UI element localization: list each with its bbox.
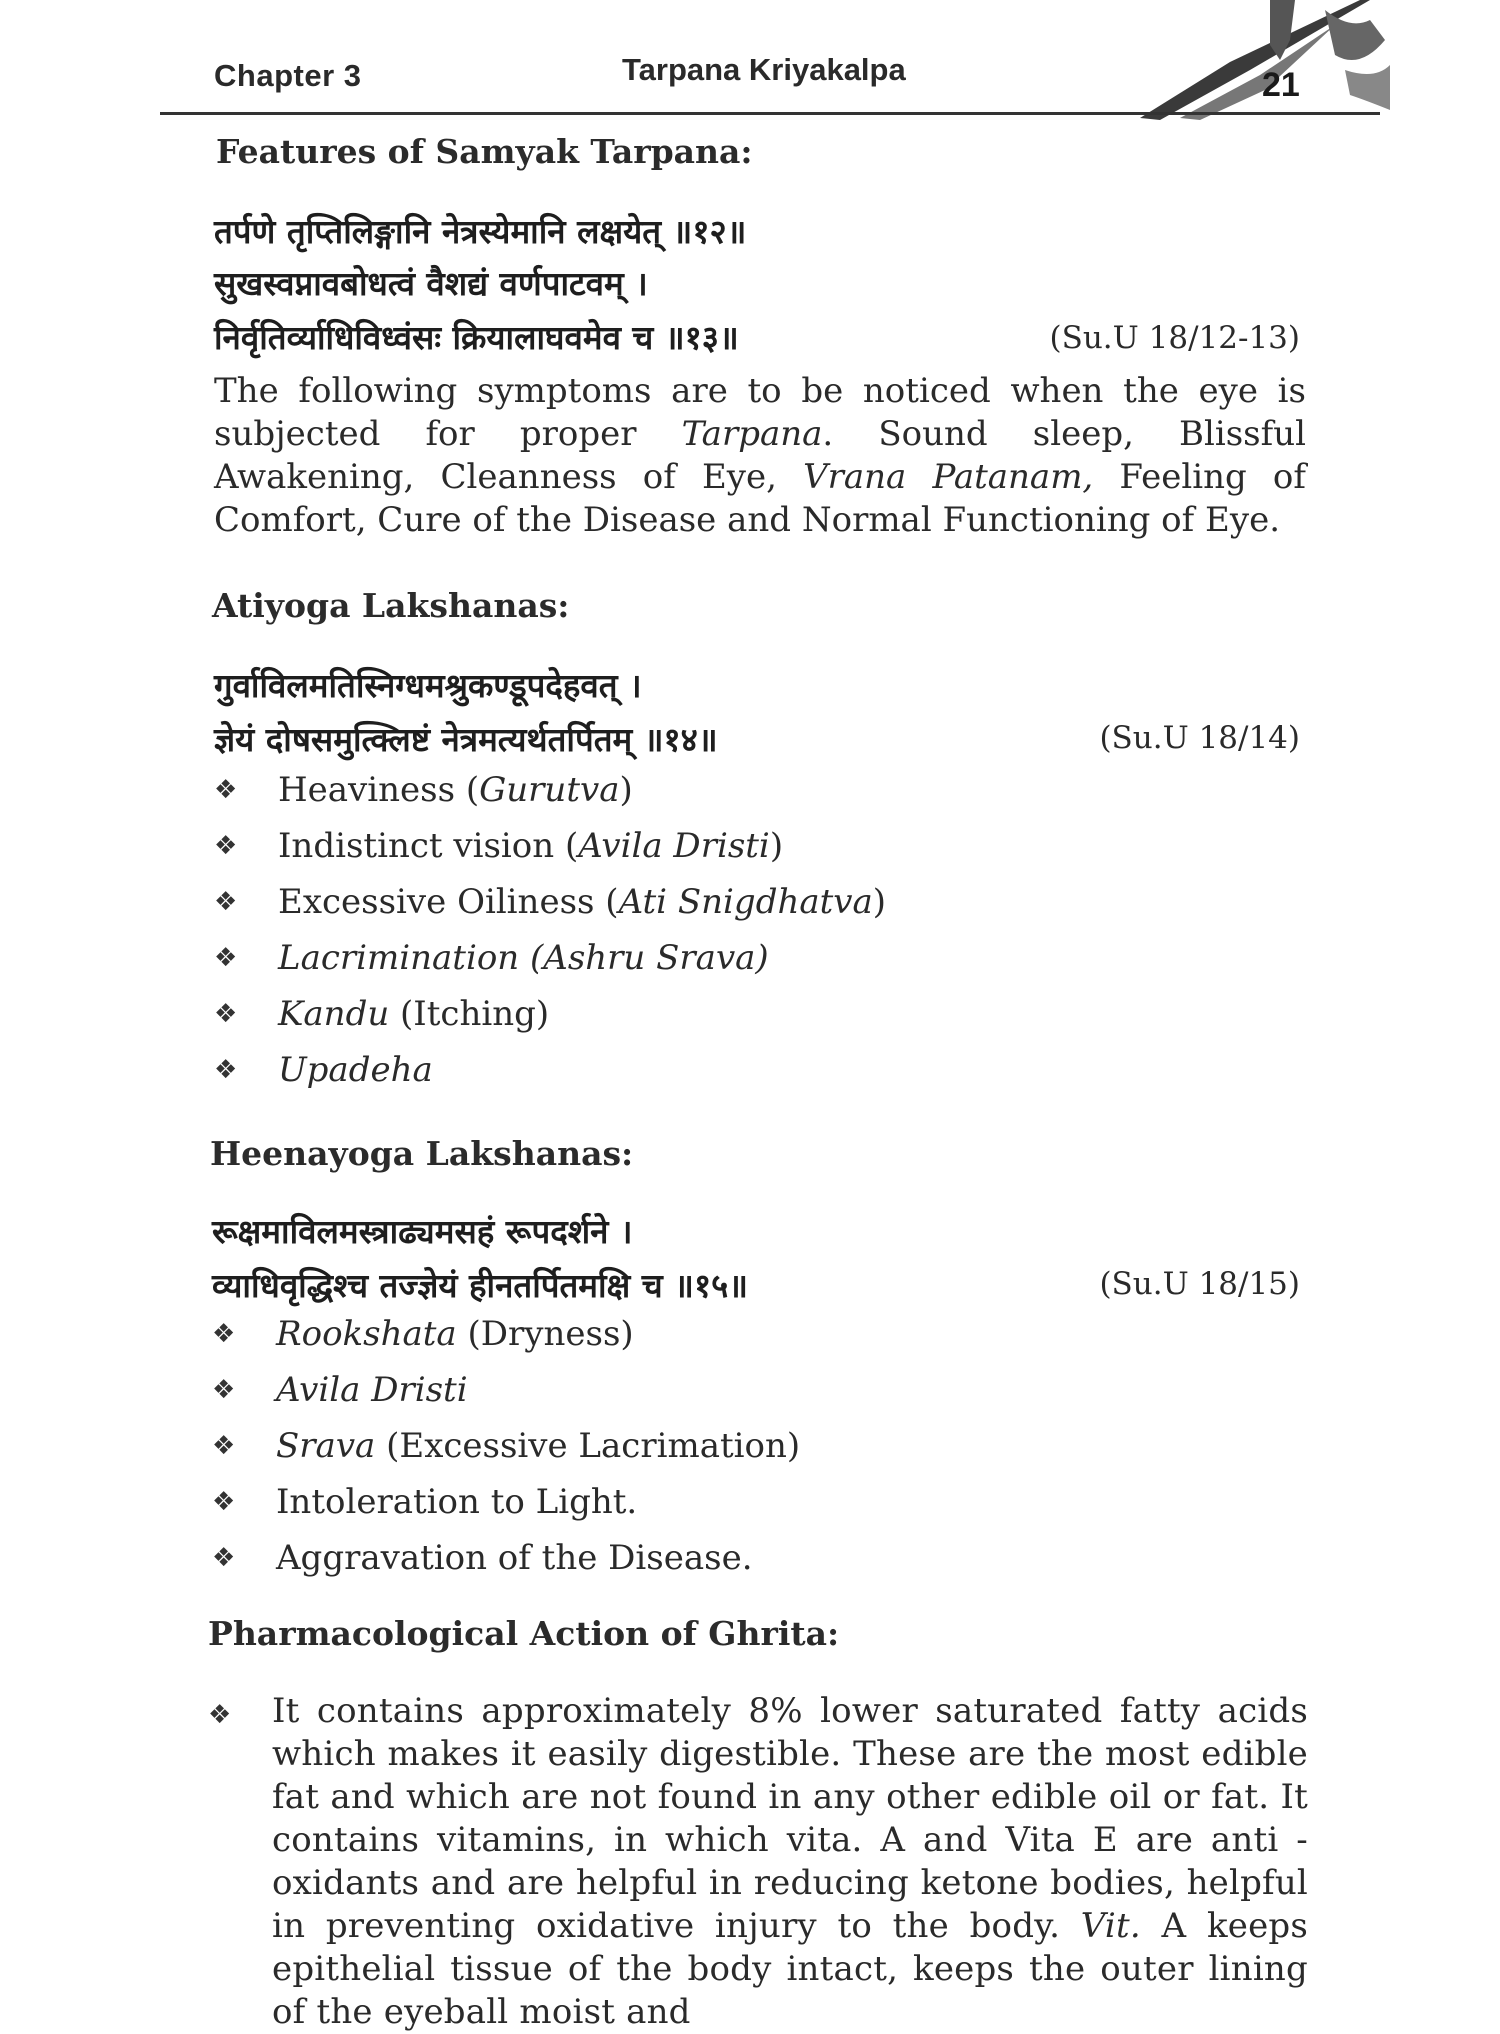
header-rule [160, 112, 1380, 115]
verse-reference: (Su.U 18/14) [1099, 720, 1300, 756]
text-run: . Sound sleep, Blissful Awakening, Cleanness of Eye, [214, 414, 1306, 497]
section-heading-samyak: Features of Samyak Tarpana: [216, 132, 753, 171]
text-run: Excessive Oiliness ( [278, 882, 619, 922]
italic-term: Vrana Patanam, [803, 457, 1094, 497]
text-run: Aggravation of the Disease. [276, 1538, 753, 1578]
section-heading-atiyoga: Atiyoga Lakshanas: [212, 586, 570, 625]
sanskrit-verse-line: निर्वृतिर्व्याधिविध्वंसः क्रियालाघवमेव च ॥१३॥ [214, 318, 739, 357]
text-run: (Dryness) [456, 1314, 634, 1354]
sanskrit-verse-line: रूक्षमाविलमस्त्राढ्यमसहं रूपदर्शने । [212, 1212, 633, 1251]
bullet-icon: ❖ [214, 999, 238, 1029]
text-run: The following symptoms are to be noticed when the eye is subjected for proper [214, 371, 1306, 454]
sanskrit-verse-line: व्याधिवृद्धिश्च तज्ज्ञेयं हीनतर्पितमक्षि च ॥१५॥ [212, 1266, 749, 1305]
bullet-icon: ❖ [214, 831, 238, 861]
italic-term: Rookshata [276, 1314, 457, 1354]
verse-reference: (Su.U 18/15) [1099, 1266, 1300, 1302]
header-decoration-graphic [1120, 0, 1390, 125]
sanskrit-verse-line: तर्पणे तृप्तिलिङ्गानि नेत्रस्येमानि लक्षयेत् ॥१२॥ [214, 212, 747, 251]
bullet-icon: ❖ [212, 1543, 236, 1573]
sanskrit-verse-line: ज्ञेयं दोषसमुत्क्लिष्टं नेत्रमत्यर्थतर्पितम् ॥१४॥ [214, 720, 718, 759]
italic-term: Avila Dristi [276, 1370, 468, 1410]
text-run: ) [872, 882, 887, 922]
section-heading-heenayoga: Heenayoga Lakshanas: [210, 1134, 634, 1173]
bullet-icon: ❖ [212, 1487, 236, 1517]
sanskrit-verse-line: गुर्वाविलमतिस्निग्धमश्रुकण्डूपदेहवत् । [214, 666, 642, 705]
bullet-icon: ❖ [214, 943, 238, 973]
italic-term: Kandu [278, 994, 390, 1034]
chapter-label: Chapter 3 [214, 58, 362, 93]
bullet-icon: ❖ [214, 775, 238, 805]
text-run: ) [769, 826, 784, 866]
samyak-description [214, 370, 1306, 542]
italic-term: Avila Dristi [578, 826, 770, 866]
text-run: A keeps epithelial tissue of the body intact, keeps the outer lining of the eyeball moist and [272, 1906, 1309, 2032]
text-run: ) [619, 770, 633, 810]
text-run: Feeling of Comfort, Cure of the Disease and Normal Functioning of Eye. [214, 457, 1306, 540]
bullet-icon: ❖ [214, 1055, 238, 1085]
text-run: (Itching) [389, 994, 550, 1034]
bullet-icon: ❖ [214, 887, 238, 917]
sanskrit-verse-line: सुखस्वप्नावबोधत्वं वैशद्यं वर्णपाटवम् । [214, 264, 648, 303]
text-run: (Excessive Lacrimation) [375, 1426, 801, 1466]
verse-reference: (Su.U 18/12-13) [1049, 320, 1300, 356]
bullet-icon: ❖ [208, 1700, 232, 1730]
bullet-icon: ❖ [212, 1375, 236, 1405]
bullet-icon: ❖ [212, 1431, 236, 1461]
italic-term: Ati Snigdhatva [618, 882, 873, 922]
italic-term: Vit. [1080, 1906, 1141, 1946]
italic-term: Tarpana [681, 414, 823, 454]
bullet-icon: ❖ [212, 1319, 236, 1349]
page-number: 21 [1262, 66, 1300, 104]
chapter-title: Tarpana Kriyakalpa [622, 52, 906, 87]
italic-term: Lacrimination (Ashru Srava) [278, 938, 769, 978]
text-run: Heaviness ( [278, 770, 480, 810]
text-run: It contains approximately 8% lower saturated fatty acids which makes it easily digestible. These are the most edible fat and which are not found in any other edible oil or fat. It contains vitamins, in which vita. A and Vita E are anti -oxidants and are helpful in reducing ketone bodies, helpful in preventing oxidative injury to the body. [272, 1691, 1308, 1946]
ghrita-description [272, 1690, 1308, 2034]
text-run: Indistinct vision ( [278, 826, 579, 866]
section-heading-ghrita: Pharmacological Action of Ghrita: [208, 1614, 840, 1653]
text-run: Intoleration to Light. [276, 1482, 638, 1522]
italic-term: Upadeha [278, 1050, 433, 1090]
italic-term: Srava [276, 1426, 376, 1466]
italic-term: Gurutva [479, 770, 620, 810]
